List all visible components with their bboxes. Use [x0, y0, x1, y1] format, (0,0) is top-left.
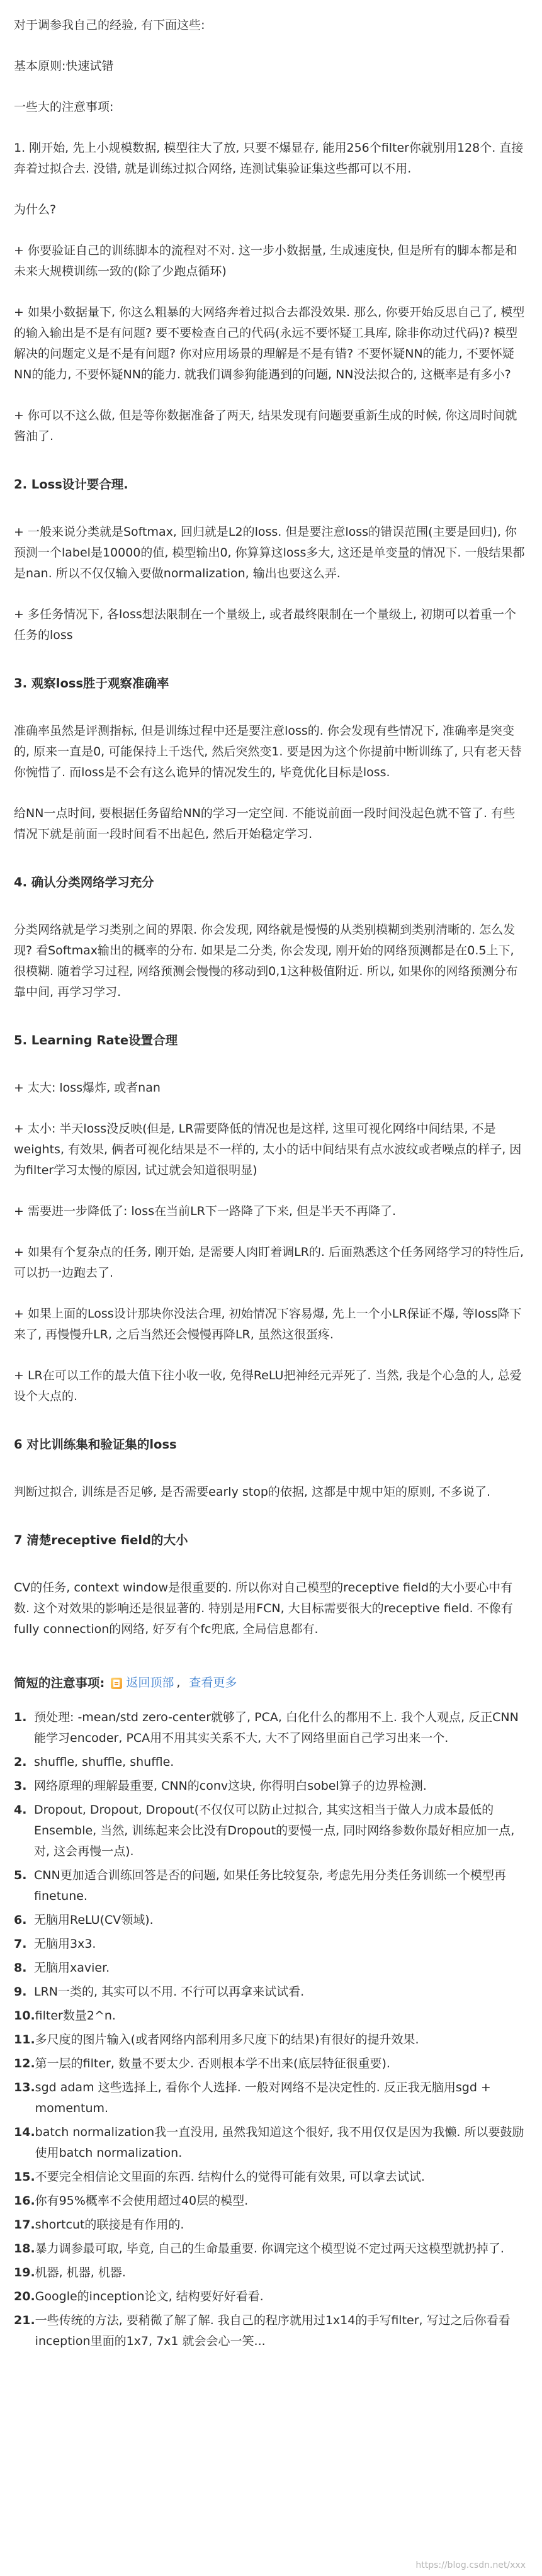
list-item	[14, 2286, 525, 2307]
list-item-number: 9.	[14, 1985, 27, 1999]
list-item-text: 第一层的filter, 数量不要太少. 否则根本学不出来(底层特征很重要).	[35, 2057, 390, 2070]
list-item-text: 预处理: -mean/std zero-center就够了, PCA, 白化什么的都用不上. 我个人观点, 反正CNN能学习encoder, PCA用不用其实关系不大, 大不了网络里面自己学习出来一个.	[34, 1710, 519, 1745]
section-2-point-2: + 多任务情况下, 各loss想法限制在一个量级上, 或者最终限制在一个量级上, 初期可以着重一个任务的loss	[14, 607, 516, 642]
document-icon	[111, 1678, 122, 1689]
list-item-text: LRN一类的, 其实可以不用. 不行可以再拿来试试看.	[34, 1985, 305, 1999]
list-item-number: 12.	[14, 2057, 35, 2070]
section-5-point-5: + 如果上面的Loss设计那块你没法合理, 初始情况下容易爆, 先上一个小LR保证不爆, 等loss降下来了, 再慢慢升LR, 之后当然还会慢慢再降LR, 虽然这很蛋疼.	[14, 1307, 522, 1342]
list-item-text: Dropout, Dropout, Dropout(不仅仅可以防止过拟合, 其实这相当于做人力成本最低的Ensemble, 当然, 训练起来会比没有Dropout的要慢一点, 同时网络参数你最好相应加一点, 对, 这会再慢一点).	[34, 1803, 515, 1858]
list-item-number: 16.	[14, 2194, 35, 2208]
list-item-number: 15.	[14, 2170, 35, 2184]
list-item	[14, 1958, 525, 1979]
list-item	[14, 1982, 525, 2003]
list-item-number: 1.	[14, 1710, 27, 1724]
list-item-text: 机器, 机器, 机器.	[35, 2266, 126, 2279]
list-item-number: 10.	[14, 2009, 35, 2023]
list-item-text: sgd adam 这些选择上, 看你个人选择. 一般对网络不是决定性的. 反正我无脑用sgd + momentum.	[35, 2081, 491, 2115]
article-content	[14, 15, 525, 2355]
list-item-number: 5.	[14, 1868, 27, 1882]
back-to-top-link[interactable]	[111, 1673, 174, 1693]
section-4-heading: 4. 确认分类网络学习充分	[14, 875, 154, 890]
section-3-heading: 3. 观察loss胜于观察准确率	[14, 676, 169, 691]
section-6-paragraph: 判断过拟合, 训练是否足够, 是否需要early stop的依据, 这都是中规中矩的原则, 不多说了.	[14, 1485, 491, 1499]
tips-heading: 简短的注意事项:	[14, 1676, 105, 1690]
list-item-text: 你有95%概率不会使用超过40层的模型.	[35, 2194, 249, 2208]
list-item-text: shuffle, shuffle, shuffle.	[34, 1755, 174, 1769]
list-item	[14, 1934, 525, 1955]
list-item	[14, 1865, 525, 1907]
list-item	[14, 2053, 525, 2074]
section-6-heading: 6 对比训练集和验证集的loss	[14, 1437, 177, 1452]
section-3-paragraph-2: 给NN一点时间, 要根据任务留给NN的学习一定空间. 不能说前面一段时间没起色就不管了. 有些情况下就是前面一段时间看不出起色, 然后开始稳定学习.	[14, 806, 516, 841]
section-3-paragraph-1: 准确率虽然是评测指标, 但是训练过程中还是要注意loss的. 你会发现有些情况下, 准确率是突变的, 原来一直是0, 可能保持上千迭代, 然后突然变1. 要是因为这个你提前中断训练了, 只有老天替你惋惜了. 而loss是不会有这么诡异的情况发生的, 毕竟优化目标是loss.	[14, 724, 522, 779]
list-item-number: 4.	[14, 1803, 27, 1817]
list-item-number: 7.	[14, 1937, 27, 1951]
list-item-number: 3.	[14, 1779, 27, 1793]
notes-heading: 一些大的注意事项:	[14, 100, 114, 114]
list-item-number: 13.	[14, 2081, 35, 2094]
tips-list	[14, 1707, 525, 2352]
section-5-point-6: + LR在可以工作的最大值下往小收一收, 免得ReLU把神经元弄死了. 当然, 我是个心急的人, 总爱设个大点的.	[14, 1369, 522, 1403]
back-to-top-label: 返回顶部	[126, 1676, 174, 1690]
list-item-number: 8.	[14, 1961, 27, 1975]
list-item-number: 6.	[14, 1913, 27, 1927]
section-5-point-1: + 太大: loss爆炸, 或者nan	[14, 1081, 161, 1095]
list-item	[14, 1800, 525, 1862]
list-item-text: 多尺度的图片输入(或者网络内部利用多尺度下的结果)有很好的提升效果.	[35, 2033, 419, 2047]
list-item	[14, 2239, 525, 2259]
list-item	[14, 1910, 525, 1931]
list-item	[14, 1776, 525, 1797]
section-1-point-3: + 你可以不这么做, 但是等你数据准备了两天, 结果发现有问题要重新生成的时候, 你这周时间就酱油了.	[14, 409, 517, 443]
section-5-point-2: + 太小: 半天loss没反映(但是, LR需要降低的情况也是这样, 这里可视化网络中间结果, 不是weights, 有效果, 俩者可视化结果是不一样的, 太小的话中间结果有点水波纹或者噪点的样子, 因为filter学习太慢的原因, 试过就会知道很明显)	[14, 1122, 522, 1177]
list-item-number: 21.	[14, 2313, 35, 2327]
section-1-point-1: + 你要验证自己的训练脚本的流程对不对. 这一步小数据量, 生成速度快, 但是所有的脚本都是和未来大规模训练一致的(除了少跑点循环)	[14, 244, 517, 278]
list-item-text: CNN更加适合训练回答是否的问题, 如果任务比较复杂, 考虑先用分类任务训练一个模型再finetune.	[34, 1868, 506, 1903]
link-separator: ,	[176, 1676, 181, 1690]
principle-text: 基本原则:快速试错	[14, 59, 114, 73]
section-2-heading: 2. Loss设计要合理.	[14, 477, 128, 492]
list-item-text: 一些传统的方法, 要稍微了解了解. 我自己的程序就用过1x14的手写filter, 写过之后你看看inception里面的1x7, 7x1 就会会心一笑...	[35, 2313, 511, 2348]
list-item	[14, 1707, 525, 1749]
list-item	[14, 2310, 525, 2352]
list-item	[14, 2191, 525, 2212]
list-item	[14, 2077, 525, 2119]
list-item-text: shortcut的联接是有作用的.	[35, 2218, 184, 2232]
list-item	[14, 2262, 525, 2283]
list-item-text: Google的inception论文, 结构要好好看看.	[35, 2290, 264, 2303]
list-item-text: 无脑用3x3.	[34, 1937, 96, 1951]
list-item	[14, 1752, 525, 1773]
list-item-number: 19.	[14, 2266, 35, 2279]
list-item-text: 不要完全相信论文里面的东西. 结构什么的觉得可能有效果, 可以拿去试试.	[35, 2170, 425, 2184]
list-item-text: 网络原理的理解最重要, CNN的conv这块, 你得明白sobel算子的边界检测.	[34, 1779, 427, 1793]
list-item-number: 20.	[14, 2290, 35, 2303]
list-item-number: 14.	[14, 2125, 35, 2139]
list-item-number: 11.	[14, 2033, 35, 2047]
list-item	[14, 2006, 525, 2026]
list-item	[14, 2215, 525, 2235]
tips-heading-row	[14, 1673, 525, 1693]
intro-text: 对于调参我自己的经验, 有下面这些:	[14, 18, 205, 32]
section-1-point-2: + 如果小数据量下, 你这么粗暴的大网络奔着过拟合去都没效果. 那么, 你要开始反思自己了, 模型的输入输出是不是有问题? 要不要检查自己的代码(永远不要怀疑工具库, 除非你动过代码)? 模型解决的问题定义是不是有问题? 你对应用场景的理解是不是有错? 不要怀疑NN的能力, 不要怀疑NN的能力, 不要怀疑NN的能力. 就我们调参狗能遇到的问题, NN没法拟合的, 这概率是有多小?	[14, 305, 525, 381]
list-item-number: 2.	[14, 1755, 27, 1769]
section-1-why: 为什么?	[14, 203, 57, 217]
list-item-text: filter数量2^n.	[35, 2009, 116, 2023]
list-item-text: 无脑用ReLU(CV领域).	[34, 1913, 154, 1927]
section-7-paragraph: CV的任务, context window是很重要的. 所以你对自己模型的receptive field的大小要心中有数. 这个对效果的影响还是很显著的. 特别是用FCN, 大目标需要很大的receptive field. 不像有fully connection的网络, 好歹有个fc兜底, 全局信息都有.	[14, 1581, 513, 1636]
list-item	[14, 2167, 525, 2188]
watermark: https://blog.csdn.net/xxx	[415, 2560, 526, 2570]
list-item-text: 暴力调参最可取, 毕竟, 自己的生命最重要. 你调完这个模型说不定过两天这模型就扔掉了.	[35, 2242, 504, 2256]
section-5-heading: 5. Learning Rate设置合理	[14, 1033, 178, 1048]
list-item	[14, 2030, 525, 2050]
section-5-point-4: + 如果有个复杂点的任务, 刚开始, 是需要人肉盯着调LR的. 后面熟悉这个任务网络学习的特性后, 可以扔一边跑去了.	[14, 1245, 524, 1280]
list-item-text: batch normalization我一直没用, 虽然我知道这个很好, 我不用仅仅是因为我懒. 所以要鼓励使用batch normalization.	[35, 2125, 524, 2160]
section-4-paragraph: 分类网络就是学习类别之间的界限. 你会发现, 网络就是慢慢的从类别模糊到类别清晰的. 怎么发现? 看Softmax输出的概率的分布. 如果是二分类, 你会发现, 刚开始的网络预测都是在0.5上下, 很模糊. 随着学习过程, 网络预测会慢慢的移动到0,1这种极值附近. 所以, 如果你的网络预测分布靠中间, 再学习学习.	[14, 923, 518, 999]
list-item-number: 17.	[14, 2218, 35, 2232]
section-7-heading: 7 清楚receptive field的大小	[14, 1533, 188, 1547]
view-more-link[interactable]: 查看更多	[189, 1676, 237, 1690]
section-5-point-3: + 需要进一步降低了: loss在当前LR下一路降了下来, 但是半天不再降了.	[14, 1204, 397, 1218]
section-1-heading: 1. 刚开始, 先上小规模数据, 模型往大了放, 只要不爆显存, 能用256个filter你就别用128个. 直接奔着过拟合去. 没错, 就是训练过拟合网络, 连测试集验证集这些都可以不用.	[14, 141, 524, 176]
list-item	[14, 2122, 525, 2164]
list-item-number: 18.	[14, 2242, 35, 2256]
section-2-point-1: + 一般来说分类就是Softmax, 回归就是L2的loss. 但是要注意loss的错误范围(主要是回归), 你预测一个label是10000的值, 模型输出0, 你算算这loss多大, 这还是单变量的情况下. 一般结果都是nan. 所以不仅仅输入要做normalization, 输出也要这么弄.	[14, 525, 525, 580]
list-item-text: 无脑用xavier.	[34, 1961, 110, 1975]
